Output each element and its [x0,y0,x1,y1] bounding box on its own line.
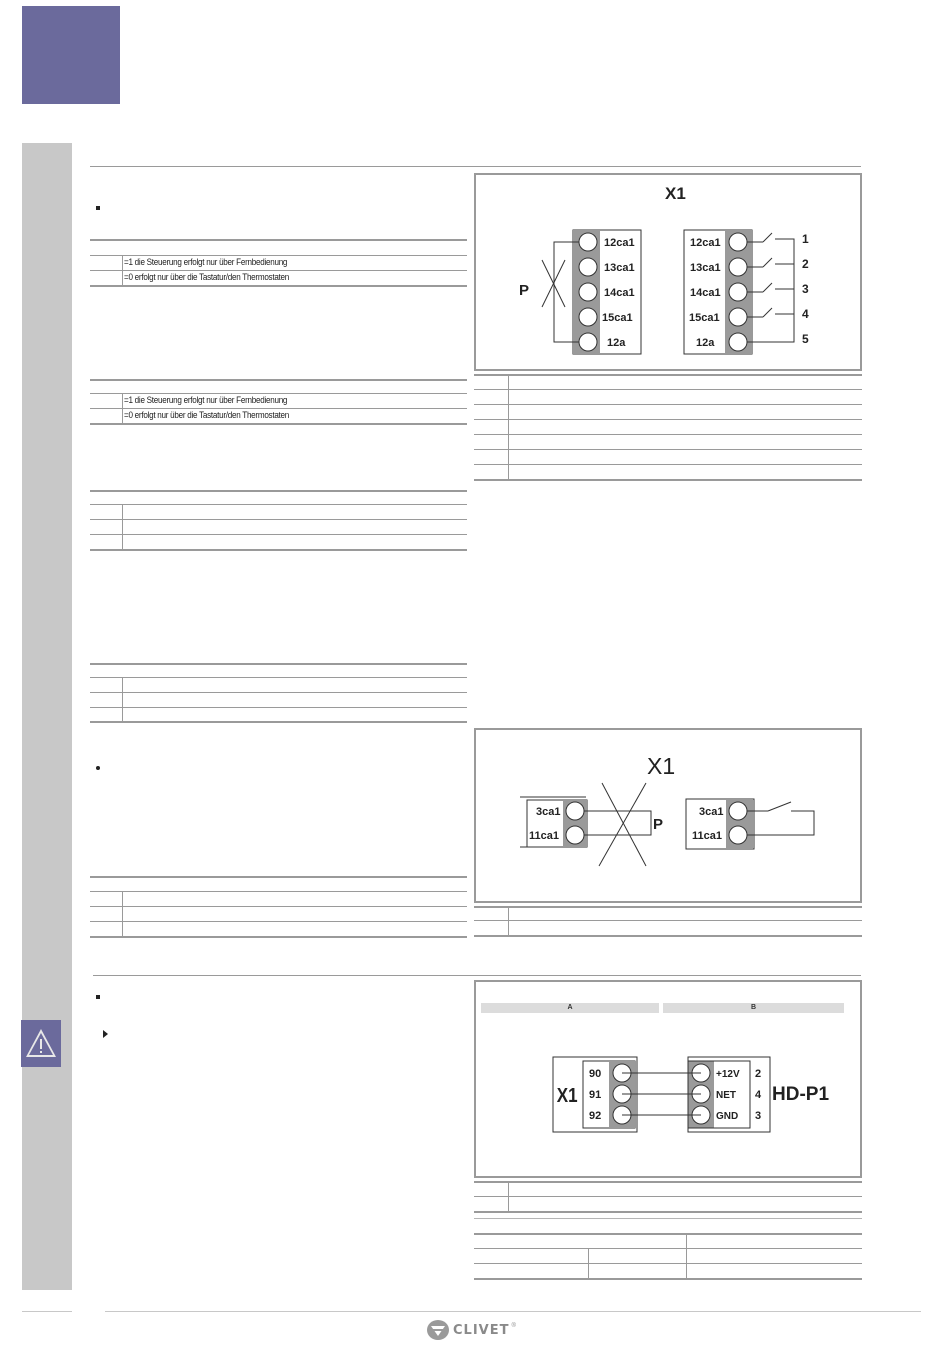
bullet [96,995,100,999]
terminal-label: GND [716,1111,739,1122]
p-label: P [519,282,530,299]
clivet-logo [426,1318,516,1342]
terminal-label: 15ca1 [602,312,633,324]
switch-number: 5 [802,332,809,346]
terminal-label: 91 [589,1089,602,1101]
table-a-row1: =1 die Steuerung erfolgt nur über Fernbedienung [124,257,288,267]
column-header-b: B [663,1003,844,1013]
terminal-label: 3ca1 [699,806,724,818]
switch-number: 4 [802,307,809,321]
side-bar [22,143,72,1290]
pin-number: 3 [755,1110,762,1122]
terminal-label: 11ca1 [529,830,559,842]
table-b-row2: =0 erfolgt nur über die Tastatur/den Thermostaten [124,410,290,420]
column-header-a: A [481,1003,659,1013]
pin-number: 2 [755,1068,762,1080]
diagram-2-frame [474,728,862,903]
device-label: HD-P1 [772,1084,830,1105]
terminal-label: 14ca1 [604,287,635,299]
diagram-1-title: X1 [665,184,686,203]
diagram-2-title: X1 [647,753,676,779]
logo-text: CLIVET [453,1322,510,1338]
terminal-label: NET [716,1090,736,1101]
terminal-label: 11ca1 [692,830,722,842]
terminal-label: 3ca1 [536,806,561,818]
arrow-bullet-icon [103,1030,108,1038]
clivet-logo-icon [426,1319,450,1341]
footer-rule-left [22,1311,72,1312]
footer-rule [105,1311,921,1312]
terminal-label: 13ca1 [604,262,635,274]
diagram-3-frame [474,980,862,1178]
terminal-label: 92 [589,1110,602,1122]
terminal-label: 13ca1 [690,262,721,274]
terminal-label: +12V [716,1069,740,1080]
terminal-label: 90 [589,1068,602,1080]
table-a-row2: =0 erfolgt nur über die Tastatur/den Thermostaten [124,272,290,282]
wiring-diagram-3 [476,982,860,1176]
warning-triangle-icon [21,1020,61,1067]
terminal-label: 12ca1 [690,237,721,249]
switch-number: 3 [802,282,809,296]
wiring-diagram-1 [476,175,860,369]
pin-number: 4 [755,1089,762,1101]
switch-number: 2 [802,257,809,271]
terminal-label: 12a [696,337,715,349]
x1-label: X1 [556,1083,578,1107]
wiring-diagram-2 [476,730,860,901]
bullet [96,766,100,770]
bullet [96,206,100,210]
section-divider [93,975,861,976]
warning-box [21,1020,61,1067]
terminal-label: 12a [607,337,626,349]
diagram-1-frame [474,173,862,371]
section-color-block [22,6,120,104]
registered-mark: ® [511,1323,516,1329]
terminal-label: 14ca1 [690,287,721,299]
terminal-label: 12ca1 [604,237,635,249]
table-b-row1: =1 die Steuerung erfolgt nur über Fernbedienung [124,395,288,405]
terminal-label: 15ca1 [689,312,720,324]
section-divider [90,166,861,167]
p-label: P [653,816,664,833]
switch-number: 1 [802,232,809,246]
